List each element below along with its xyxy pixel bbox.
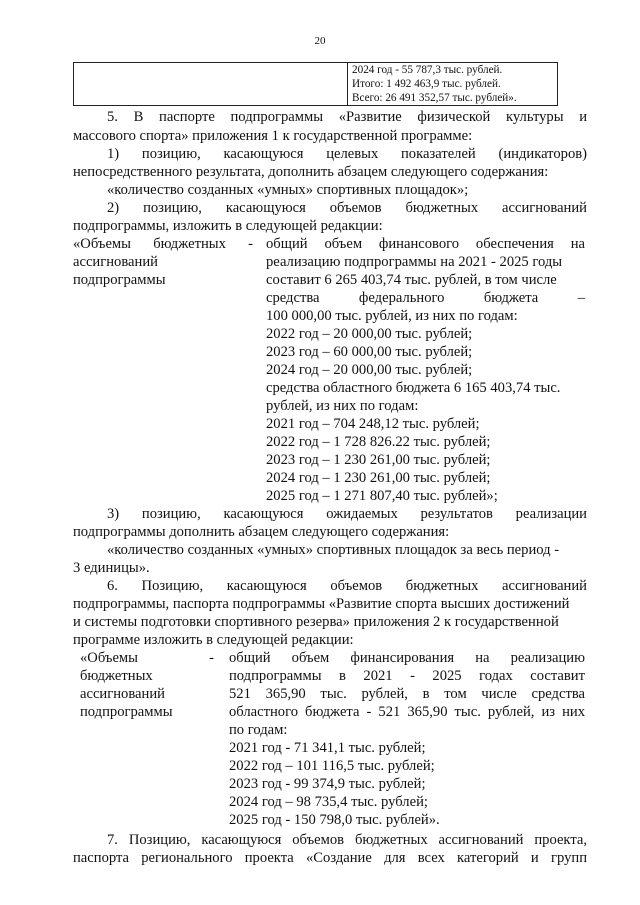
paragraph-line: подпрограммы дополнить абзацем следующего содержания:	[73, 524, 450, 540]
funding-label: «Объемы -	[80, 650, 214, 666]
funding-value-line: областного бюджета - 521 365,90 тыс. рублей, из них	[229, 704, 585, 720]
paragraph-line: подпрограммы, изложить в следующей редакции:	[73, 218, 383, 234]
continued-table	[73, 62, 558, 106]
paragraph-line: 5. В паспорте подпрограммы «Развитие физической культуры и	[107, 109, 587, 125]
funding-label: «Объемы бюджетных -	[73, 236, 253, 252]
funding-value-line: 2024 год – 20 000,00 тыс. рублей;	[266, 362, 473, 378]
funding-value-line: 2022 год – 20 000,00 тыс. рублей;	[266, 326, 473, 342]
funding-value-line: средства областного бюджета 6 165 403,74 тыс.	[266, 380, 561, 396]
paragraph-line: 3) позицию, касающуюся ожидаемых результатов реализации	[107, 506, 587, 522]
funding-label: ассигнований	[80, 686, 165, 702]
table-left-cell	[74, 63, 348, 105]
funding-value-line: по годам:	[229, 722, 288, 738]
page-number: 20	[314, 35, 326, 47]
funding-label: бюджетных	[80, 668, 153, 684]
funding-label: ассигнований	[73, 254, 158, 270]
funding-value-line: 2025 год - 150 798,0 тыс. рублей».	[229, 812, 440, 828]
funding-value-line: 2025 год – 1 271 807,40 тыс. рублей»;	[266, 488, 498, 504]
paragraph-line: 6. Позицию, касающуюся объемов бюджетных ассигнований	[107, 578, 587, 594]
paragraph-line: паспорта регионального проекта «Создание для всех категорий и групп	[73, 850, 587, 866]
paragraph-line: программе изложить в следующей редакции:	[73, 632, 354, 648]
funding-value-line: 521 365,90 тыс. рублей, в том числе средства	[229, 686, 585, 702]
funding-label: подпрограммы	[73, 272, 166, 288]
funding-value-line: общий объем финансового обеспечения на	[266, 236, 585, 252]
funding-value-line: рублей, из них по годам:	[266, 398, 419, 414]
paragraph-line: и системы подготовки спортивного резерва» приложения 2 к государственной	[73, 614, 559, 630]
paragraph-line: 7. Позицию, касающуюся объемов бюджетных ассигнований проекта,	[107, 832, 587, 848]
funding-value-line: 2021 год - 71 341,1 тыс. рублей;	[229, 740, 426, 756]
funding-value-line: средства федерального бюджета –	[266, 290, 585, 306]
paragraph-line: массового спорта» приложения 1 к государственной программе:	[73, 128, 473, 144]
paragraph-line: подпрограммы, паспорта подпрограммы «Развитие спорта высших достижений	[73, 596, 570, 612]
funding-value-line: 2021 год – 704 248,12 тыс. рублей;	[266, 416, 480, 432]
funding-value-line: составит 6 265 403,74 тыс. рублей, в том числе	[266, 272, 557, 288]
funding-value-line: 100 000,00 тыс. рублей, из них по годам:	[266, 308, 518, 324]
funding-value-line: 2022 год – 1 728 826.22 тыс. рублей;	[266, 434, 491, 450]
table-line: Всего: 26 491 352,57 тыс. рублей».	[352, 92, 517, 104]
paragraph-line: 1) позицию, касающуюся целевых показателей (индикаторов)	[107, 146, 587, 162]
funding-value-line: 2022 год – 101 116,5 тыс. рублей;	[229, 758, 435, 774]
paragraph-line: непосредственного результата, дополнить абзацем следующего содержания:	[73, 164, 549, 180]
funding-value-line: реализацию подпрограммы на 2021 - 2025 годы	[266, 254, 563, 270]
table-line: Итого: 1 492 463,9 тыс. рублей.	[352, 78, 501, 90]
funding-value-line: 2023 год – 60 000,00 тыс. рублей;	[266, 344, 473, 360]
funding-value-line: 2024 год – 1 230 261,00 тыс. рублей;	[266, 470, 491, 486]
table-right-cell	[352, 63, 517, 105]
funding-value-line: 2023 год – 1 230 261,00 тыс. рублей;	[266, 452, 491, 468]
funding-label: подпрограммы	[80, 704, 173, 720]
paragraph-line: «количество созданных «умных» спортивных площадок»;	[107, 182, 469, 198]
paragraph-line: «количество созданных «умных» спортивных площадок за весь период -	[107, 542, 560, 558]
paragraph-line: 3 единицы».	[73, 560, 150, 576]
funding-value-line: 2023 год - 99 374,9 тыс. рублей;	[229, 776, 426, 792]
paragraph-line: 2) позицию, касающуюся объемов бюджетных ассигнований	[107, 200, 587, 216]
funding-value-line: подпрограммы в 2021 - 2025 годах составит	[229, 668, 585, 684]
funding-value-line: общий объем финансирования на реализацию	[229, 650, 585, 666]
table-line: 2024 год - 55 787,3 тыс. рублей.	[352, 64, 503, 76]
funding-value-line: 2024 год – 98 735,4 тыс. рублей;	[229, 794, 428, 810]
